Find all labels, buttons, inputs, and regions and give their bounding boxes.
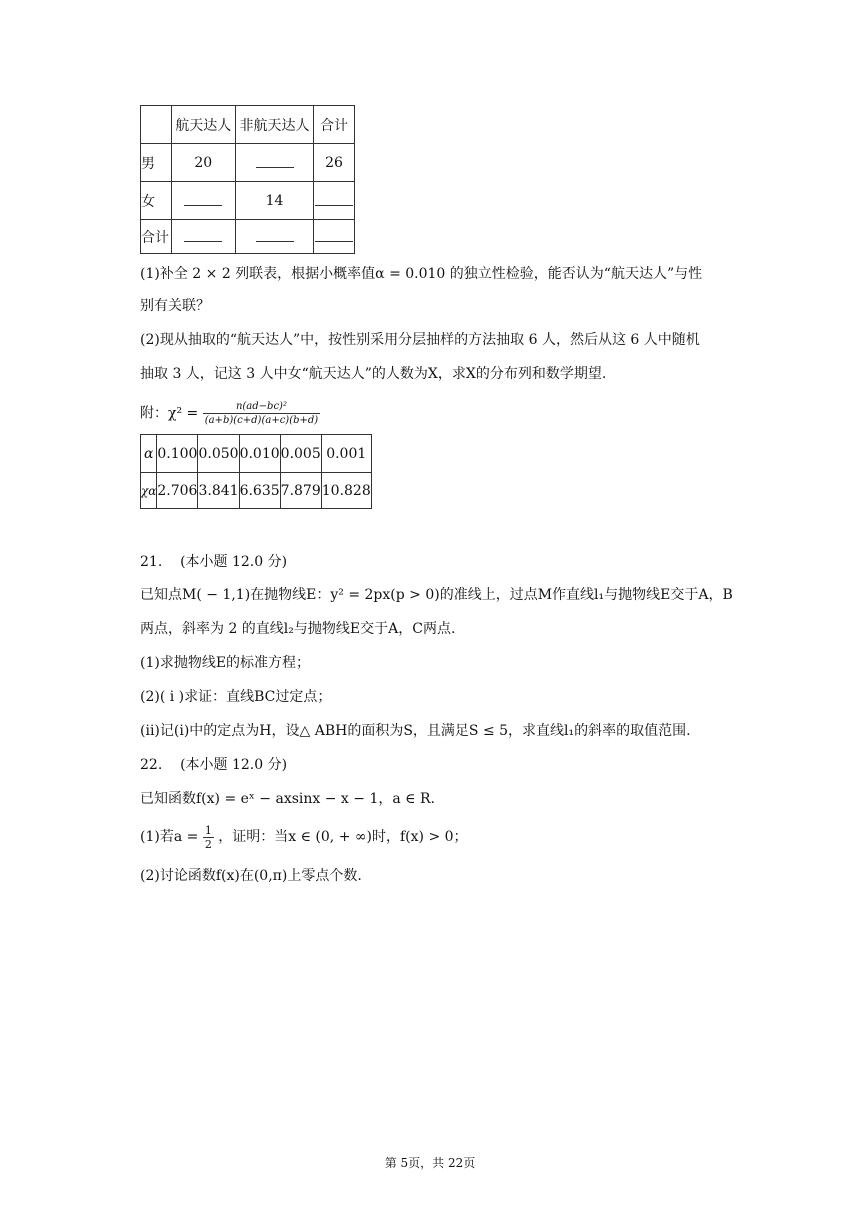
table-row bbox=[141, 144, 355, 182]
q20-part2-line1: (2)现从抽取的“航天达人”中，按性别采用分层抽样的方法抽取 6 人，然后从这 6 人中随机 bbox=[140, 332, 700, 348]
table-cell: 0.050 bbox=[198, 435, 239, 473]
table-row bbox=[141, 435, 372, 473]
table-cell: 10.828 bbox=[321, 473, 371, 509]
row-label: χα bbox=[141, 473, 157, 509]
q20-part1-line2: 别有关联？ bbox=[140, 298, 210, 314]
chi-square-table bbox=[140, 434, 372, 509]
q21-header: 21. (本小题 12.0 分) bbox=[140, 554, 288, 570]
blank-cell bbox=[171, 182, 235, 220]
table-cell: 0.010 bbox=[239, 435, 280, 473]
row-label: 合计 bbox=[141, 220, 172, 254]
fraction-denominator: 2 bbox=[204, 837, 212, 851]
page-footer: 第 5页，共 22页 bbox=[384, 1156, 476, 1170]
table-cell: 26 bbox=[314, 144, 355, 182]
fraction-denominator: (a+b)(c+d)(a+c)(b+d) bbox=[204, 415, 319, 426]
q20-part2-line2: 抽取 3 人，记这 3 人中女“航天达人”的人数为X，求X的分布列和数学期望. bbox=[140, 366, 607, 382]
q22-line2-prefix: (1)若a = bbox=[140, 829, 199, 845]
table-cell: 14 bbox=[235, 182, 313, 220]
fill-blank bbox=[256, 227, 294, 242]
table-cell: 6.635 bbox=[239, 473, 280, 509]
table-cell: 20 bbox=[171, 144, 235, 182]
table-cell: 3.841 bbox=[198, 473, 239, 509]
table-header-cell: 非航天达人 bbox=[235, 106, 313, 144]
q22-line2-suffix: ，证明：当x ∈ (0, + ∞)时，f(x) > 0； bbox=[218, 829, 468, 845]
appendix-formula bbox=[140, 400, 320, 427]
blank-cell bbox=[314, 182, 355, 220]
table-cell: 0.001 bbox=[321, 435, 371, 473]
q21-line2: 两点，斜率为 2 的直线l₂与抛物线E交于A，C两点. bbox=[140, 621, 456, 637]
appendix-label: 附：χ² = bbox=[140, 405, 199, 422]
fill-blank bbox=[315, 191, 353, 206]
blank-cell bbox=[314, 220, 355, 254]
q21-line1: 已知点M( − 1,1)在抛物线E：y² = 2px(p > 0)的准线上，过点M作直线l₁与抛物线E交于A，B bbox=[140, 587, 733, 603]
q22-header: 22. (本小题 12.0 分) bbox=[140, 757, 288, 773]
table-header-cell bbox=[141, 106, 172, 144]
q21-line3: (1)求抛物线E的标准方程； bbox=[140, 655, 311, 671]
table-cell: 0.100 bbox=[157, 435, 198, 473]
q21-line5: (ii)记(i)中的定点为H，设△ ABH的面积为S，且满足S ≤ 5，求直线l₁的斜率的取值范围. bbox=[140, 723, 691, 739]
q21-line4: (2)( i )求证：直线BC过定点； bbox=[140, 689, 332, 705]
q22-line2 bbox=[140, 822, 468, 852]
fill-blank bbox=[184, 227, 222, 242]
q22-line1: 已知函数f(x) = eˣ − axsinx − x − 1，a ∈ R. bbox=[140, 791, 435, 807]
row-label: 男 bbox=[141, 144, 172, 182]
table-cell: 7.879 bbox=[280, 473, 321, 509]
fill-blank bbox=[256, 153, 294, 168]
table-header-cell: 航天达人 bbox=[171, 106, 235, 144]
q22-line3: (2)讨论函数f(x)在(0,π)上零点个数. bbox=[140, 868, 362, 884]
row-label: 女 bbox=[141, 182, 172, 220]
row-label: α bbox=[141, 435, 157, 473]
q20-part1-line1: (1)补全 2 × 2 列联表，根据小概率值α = 0.010 的独立性检验，能否认为“航天达人”与性 bbox=[140, 266, 703, 282]
one-half-fraction bbox=[203, 824, 214, 851]
blank-cell bbox=[235, 144, 313, 182]
fill-blank bbox=[315, 227, 353, 242]
fill-blank bbox=[184, 191, 222, 206]
table-row bbox=[141, 182, 355, 220]
fraction-numerator: n(ad−bc)² bbox=[203, 400, 320, 414]
table-header-row bbox=[141, 106, 355, 144]
table-cell: 0.005 bbox=[280, 435, 321, 473]
fraction-numerator: 1 bbox=[204, 823, 212, 837]
chi-square-fraction bbox=[203, 400, 320, 427]
contingency-table bbox=[140, 105, 355, 254]
table-row bbox=[141, 473, 372, 509]
table-cell: 2.706 bbox=[157, 473, 198, 509]
table-header-cell: 合计 bbox=[314, 106, 355, 144]
blank-cell bbox=[171, 220, 235, 254]
table-row bbox=[141, 220, 355, 254]
blank-cell bbox=[235, 220, 313, 254]
